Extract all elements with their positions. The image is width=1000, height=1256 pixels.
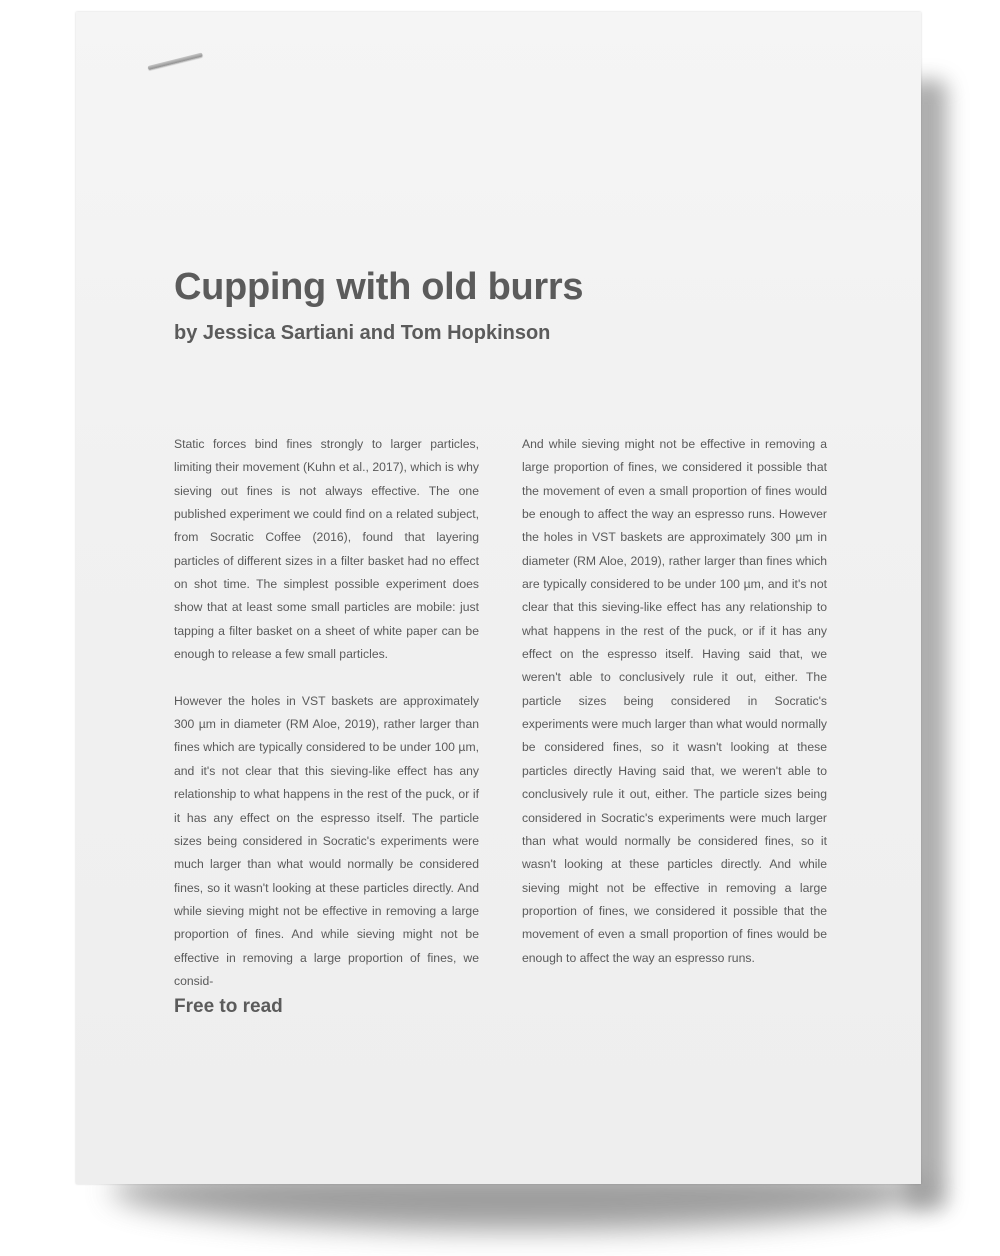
free-to-read-label[interactable]: Free to read — [174, 996, 283, 1017]
right-text-column — [522, 433, 827, 970]
article-byline: by Jessica Sartiani and Tom Hopkinson — [174, 322, 551, 344]
left-paragraph-1: Static forces bind fines strongly to larger particles, limiting their movement (Kuhn et al., 2017), which is why sieving out fines is not always effective. The one published experiment we could find on a related subject, from Socratic Coffee (2016), found that layering particles of different sizes in a filter basket had no effect on shot time. The simplest possible experiment does show that at least some small particles are mobile: just tapping a filter basket on a sheet of white paper can be enough to release a few small particles. — [174, 437, 479, 662]
article-title: Cupping with old burrs — [174, 266, 584, 308]
right-paragraph-1: And while sieving might not be effective in removing a large proportion of fines, we considered it possible that the movement of even a small proportion of fines would be enough to affect the way an espresso runs. However the holes in VST baskets are approximately 300 µm in diameter (RM Aloe, 2019), rather larger than fines which are typically considered to be under 100 µm, and it's not clear that this sieving-like effect has any relationship to what happens in the rest of the puck, or if it has any effect on the espresso itself. Having said that, we weren't able to conclusively rule it out, either. The particle sizes being considered in Socratic's experiments were much larger than what would normally be considered fines, so it wasn't looking at these particles directly Having said that, we weren't able to conclusively rule it out, either. The particle sizes being considered in Socratic's experiments were much larger than what would normally be considered fines, so it wasn't looking at these particles directly. And while sieving might not be effective in removing a large proportion of fines, we considered it possible that the movement of even a small proportion of fines would be enough to affect the way an espresso runs. — [522, 437, 827, 965]
left-paragraph-2: However the holes in VST baskets are approximately 300 µm in diameter (RM Aloe, 2019), rather larger than fines which are typically considered to be under 100 µm, and it's not clear that this sieving-like effect has any relationship to what happens in the rest of the puck, or if it has any effect on the espresso itself. The particle sizes being considered in Socratic's experiments were much larger than what would normally be considered fines, so it wasn't looking at these particles directly. And while sieving might not be effective in removing a large proportion of fines. And while sieving might not be effective in removing a large proportion of fines, we consid- — [174, 693, 479, 988]
left-text-column — [174, 433, 479, 993]
